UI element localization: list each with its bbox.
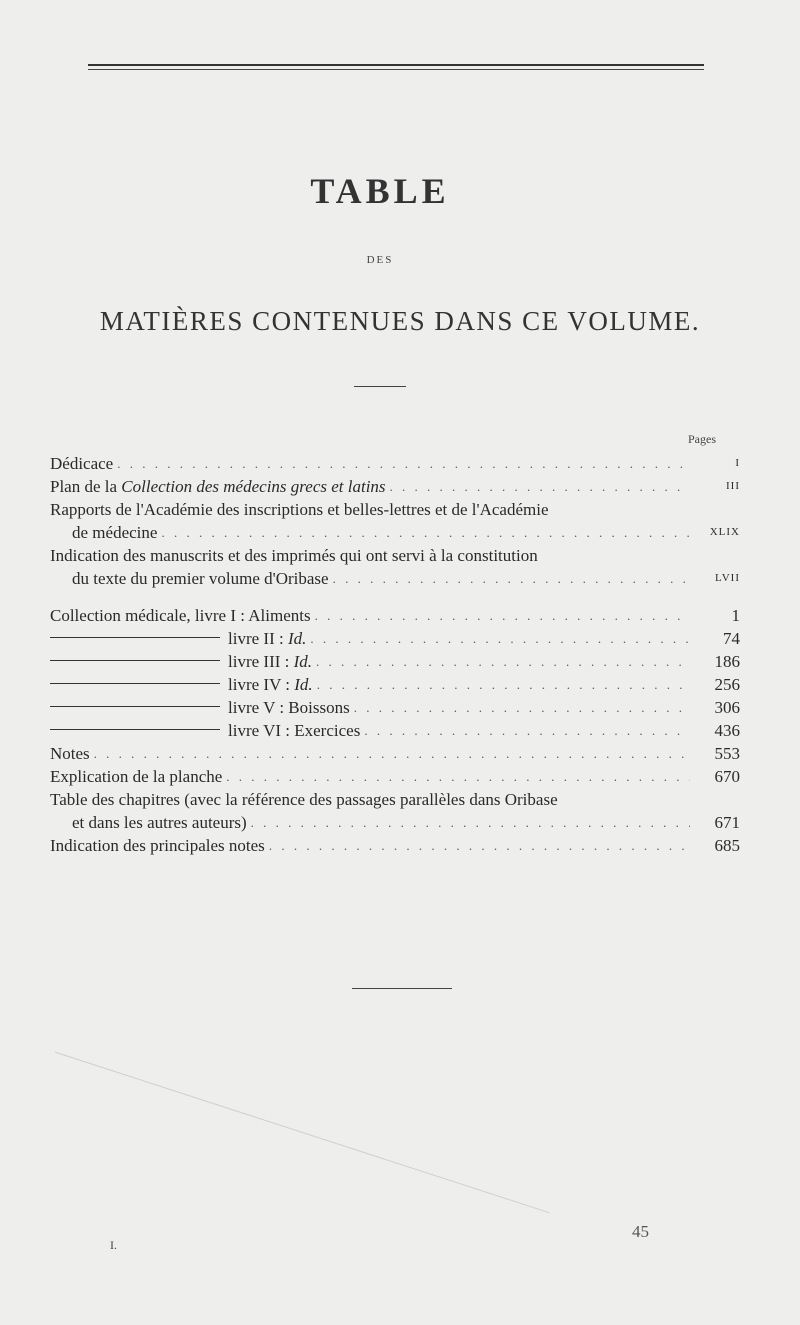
pages-column-label: Pages [688, 432, 716, 446]
dot-leader [317, 673, 690, 696]
dot-leader [251, 811, 690, 834]
dot-leader [161, 521, 690, 544]
ditto-rule [50, 683, 220, 684]
dot-leader [226, 765, 690, 788]
toc-entry-text: Rapports de l'Académie des inscriptions et belles-lettres et de l'Académie [50, 500, 549, 519]
toc-entry [50, 742, 740, 765]
toc-entry-text [50, 673, 313, 696]
toc-entry-text: Explication de la planche [50, 767, 223, 786]
dot-leader [333, 567, 690, 590]
toc-entry-page: 553 [714, 744, 740, 763]
toc-entry-page: XLIX [709, 526, 740, 538]
toc-entry-page: I [735, 457, 740, 469]
printer-signature: I. [110, 1238, 117, 1252]
toc-entry-line1 [50, 788, 740, 811]
table-of-contents [50, 452, 740, 857]
toc-entry-page: 685 [714, 836, 740, 855]
toc-entry [50, 765, 740, 788]
toc-entry-text: Collection médicale, livre I : Aliments [50, 606, 311, 625]
toc-entry-text: Dédicace [50, 454, 114, 473]
toc-entry [50, 834, 740, 857]
toc-entry-text-prefix: livre III : [228, 652, 294, 671]
spacer [50, 590, 740, 604]
page-title: TABLE [310, 171, 450, 211]
dot-leader [354, 696, 690, 719]
toc-entry-page: 670 [714, 767, 740, 786]
toc-entry-text-italic: Id. [294, 675, 313, 694]
toc-entry-page: 306 [714, 698, 740, 717]
toc-entry-page: LVII [715, 572, 740, 584]
toc-entry-text: et dans les autres auteurs) [72, 813, 247, 832]
toc-entry-page: 186 [714, 652, 740, 671]
dot-leader [364, 719, 690, 742]
toc-entry-line2 [50, 811, 740, 834]
toc-entry [50, 604, 740, 627]
toc-entry-text: Indication des manuscrits et des imprimés qui ont servi à la constitution [50, 546, 538, 565]
toc-entry-line1 [50, 544, 740, 567]
toc-entry-page: 74 [723, 629, 740, 648]
toc-entry-page: III [726, 480, 740, 492]
toc-entry [50, 696, 740, 719]
toc-entry-text: Notes [50, 744, 90, 763]
toc-entry-page: 1 [731, 606, 740, 625]
toc-entry-text: Table des chapitres (avec la référence des passages parallèles dans Oribase [50, 790, 558, 809]
toc-entry-text [50, 650, 312, 673]
toc-entry [50, 650, 740, 673]
toc-entry-page: 436 [714, 721, 740, 740]
dot-leader [310, 627, 690, 650]
ditto-rule [50, 637, 220, 638]
toc-entry-page: 671 [714, 813, 740, 832]
toc-entry-line2 [50, 567, 740, 590]
bottom-divider-rule [352, 988, 452, 989]
toc-entry-text-prefix: livre V : Boissons [228, 698, 350, 717]
toc-entry-text-italic: Id. [287, 629, 307, 648]
dot-leader [269, 834, 690, 857]
toc-entry-text [50, 475, 386, 498]
toc-entry-page: 256 [714, 675, 740, 694]
ditto-rule [50, 660, 220, 661]
toc-entry-text-prefix: livre VI : Exercices [228, 721, 361, 740]
title-connector: DES [366, 254, 394, 266]
folio-number: 45 [632, 1222, 649, 1241]
dot-leader [316, 650, 690, 673]
dot-leader [315, 604, 690, 627]
toc-entry-text [50, 627, 306, 650]
toc-entry-text-prefix: livre II : [228, 629, 288, 648]
ditto-rule [50, 706, 220, 707]
toc-entry-text-italic: Id. [293, 652, 313, 671]
dot-leader [390, 475, 690, 498]
toc-entry [50, 452, 740, 475]
dot-leader [94, 742, 690, 765]
toc-entry-text: Indication des principales notes [50, 836, 265, 855]
toc-entry [50, 475, 740, 498]
toc-entry [50, 719, 740, 742]
toc-entry-text-prefix: livre IV : [228, 675, 295, 694]
toc-entry-text: du texte du premier volume d'Oribase [72, 569, 329, 588]
top-double-rule [88, 64, 704, 70]
toc-entry [50, 627, 740, 650]
ditto-rule [50, 729, 220, 730]
toc-entry [50, 673, 740, 696]
toc-entry-text: de médecine [72, 523, 158, 542]
toc-entry-text [50, 696, 350, 719]
toc-entry-text [50, 719, 360, 742]
divider-rule [354, 386, 406, 387]
toc-entry-text-italic: Collection des médecins grecs et latins [121, 477, 386, 496]
paper-crease [30, 1052, 550, 1290]
dot-leader [117, 452, 690, 475]
toc-entry-line1 [50, 498, 740, 521]
page-subtitle: MATIÈRES CONTENUES DANS CE VOLUME. [99, 306, 701, 336]
toc-entry-text-prefix: Plan de la [50, 477, 122, 496]
toc-entry-line2 [50, 521, 740, 544]
